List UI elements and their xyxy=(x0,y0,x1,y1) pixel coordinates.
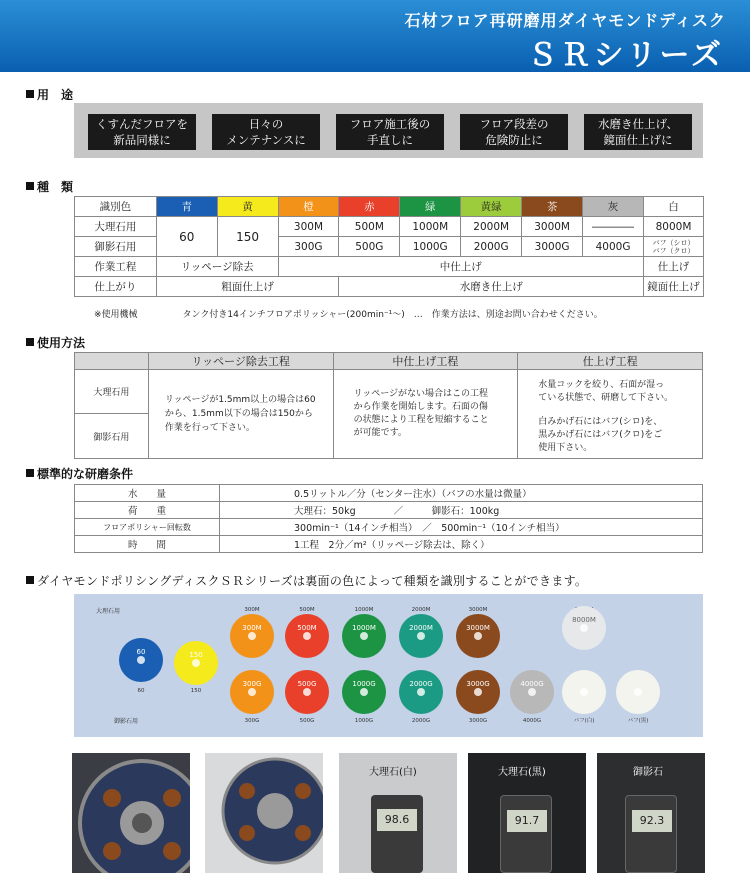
section-kinds-heading: 種 類 xyxy=(26,178,73,195)
condition-key: 荷 重 xyxy=(75,502,220,519)
condition-key: フロアポリシャー回転数 xyxy=(75,519,220,536)
use-item: フロア施工後の 手直しに xyxy=(336,114,444,150)
kinds-granite-label: 御影石用 xyxy=(75,237,157,257)
usage-header-2: 中仕上げ工程 xyxy=(333,353,518,370)
disk-label: 60 xyxy=(137,688,145,694)
disk-label: 1000M xyxy=(354,607,374,613)
disk-marble xyxy=(230,614,274,658)
usage-table xyxy=(74,352,703,459)
condition-value: 1工程 2分／m²（リッページ除去は、除く） xyxy=(220,536,703,553)
section-usage-heading: 使用方法 xyxy=(26,334,85,351)
disk-label: 500M xyxy=(299,607,315,613)
grit-cell: 300M xyxy=(278,217,339,237)
disk-color-chart xyxy=(74,594,703,737)
use-item: 日々の メンテナンスに xyxy=(212,114,320,150)
header-banner xyxy=(0,0,750,72)
kinds-finish-label: 仕上がり xyxy=(75,277,157,297)
disk-granite xyxy=(456,670,500,714)
kinds-marble-label: 大理石用 xyxy=(75,217,157,237)
disk-label: バフ(白) xyxy=(573,718,595,724)
kinds-process-label: 作業工程 xyxy=(75,257,157,277)
grit-cell: 8000M xyxy=(644,217,704,237)
meter-reading: 98.6 xyxy=(377,809,417,831)
svg-text:60: 60 xyxy=(136,648,146,656)
svg-text:4000G: 4000G xyxy=(520,680,544,688)
disk-label: 500G xyxy=(299,718,315,724)
grit-cell: 1000G xyxy=(400,237,461,257)
grit-cell: 300G xyxy=(278,237,339,257)
grit-cell: 4000G xyxy=(583,237,644,257)
svg-text:300M: 300M xyxy=(242,624,262,632)
svg-text:2000G: 2000G xyxy=(409,680,433,688)
svg-text:500M: 500M xyxy=(297,624,317,632)
disk-label: 150 xyxy=(190,688,202,694)
grit-60: 60 xyxy=(156,217,217,257)
color-cell: 黄緑 xyxy=(461,197,522,217)
svg-text:150: 150 xyxy=(189,651,203,659)
use-box xyxy=(74,103,703,158)
disk-marble xyxy=(342,614,386,658)
section-use-heading: 用 途 xyxy=(26,86,73,103)
photo-caption: 御影石 xyxy=(633,767,663,778)
usage-text-2: リッページがない場合はこの工程 から作業を開始します。石面の傷 の状態により工程を短縮すること が可能です。 xyxy=(333,370,518,459)
usage-header-1: リッページ除去工程 xyxy=(148,353,333,370)
disk-label: 3000G xyxy=(468,718,488,724)
disk-label: 4000G xyxy=(522,718,542,724)
svg-text:1000G: 1000G xyxy=(352,680,376,688)
svg-text:2000M: 2000M xyxy=(409,624,433,632)
disk-8000M xyxy=(562,606,606,650)
disk-granite xyxy=(230,670,274,714)
kinds-table xyxy=(74,196,704,297)
color-cell: 白 xyxy=(644,197,704,217)
grit-cell: 500M xyxy=(339,217,400,237)
grit-150: 150 xyxy=(217,217,278,257)
disk-marble xyxy=(456,614,500,658)
disk-label: バフ(黒) xyxy=(627,718,649,724)
use-item: 水磨き仕上げ、 鏡面仕上げに xyxy=(584,114,692,150)
kinds-header-color: 識別色 xyxy=(75,197,157,217)
condition-key: 水 量 xyxy=(75,485,220,502)
process-3: 仕上げ xyxy=(644,257,704,277)
photo-caption: 大理石(黒) xyxy=(498,767,546,778)
disk-granite xyxy=(399,670,443,714)
grit-cell: 2000M xyxy=(461,217,522,237)
machine-note: ※使用機械 タンク付き14インチフロアポリッシャー(200min⁻¹～) … 作業方法は、別途お問い合わせください。 xyxy=(94,310,603,320)
usage-header-3: 仕上げ工程 xyxy=(518,353,703,370)
svg-text:300G: 300G xyxy=(242,680,262,688)
grit-cell: 500G xyxy=(339,237,400,257)
condition-value: 大理石：50kg ／ 御影石：100kg xyxy=(220,502,703,519)
usage-marble-label: 大理石用 xyxy=(75,370,149,414)
usage-text-3a: 水量コックを絞り、石面が湿っ ている状態で、研磨して下さい。 xyxy=(518,370,703,414)
usage-text-1: リッページが1.5mm以上の場合は60 から、1.5mm以下の場合は150から 作業を行って下さい。 xyxy=(148,370,333,459)
disk-label: 2000G xyxy=(411,718,431,724)
buff-cell: バフ（シロ） バフ（クロ） xyxy=(644,237,704,257)
disk-4000G xyxy=(510,670,554,714)
disk-illustrations xyxy=(74,594,703,737)
disk-150 xyxy=(174,641,218,685)
condition-value: 300min⁻¹（14インチ相当） ／ 500min⁻¹（10インチ相当） xyxy=(220,519,703,536)
color-cell: 青 xyxy=(156,197,217,217)
meter-reading: 92.3 xyxy=(632,810,672,832)
photo-disk-2 xyxy=(205,753,323,873)
disk-label: 2000M xyxy=(411,607,431,613)
photo-caption: 大理石(白) xyxy=(369,767,417,778)
condition-key: 時 間 xyxy=(75,536,220,553)
finish-1: 粗面仕上げ xyxy=(156,277,339,297)
disk-buff-white xyxy=(562,670,606,714)
finish-3: 鏡面仕上げ xyxy=(644,277,704,297)
disk-label: 300G xyxy=(244,718,260,724)
disk-marble xyxy=(285,614,329,658)
marble-label: 大理石用 xyxy=(96,608,121,615)
conditions-table xyxy=(74,484,703,553)
svg-text:3000M: 3000M xyxy=(466,624,490,632)
svg-text:3000G: 3000G xyxy=(466,680,490,688)
finish-2: 水磨き仕上げ xyxy=(339,277,644,297)
granite-label: 御影石用 xyxy=(114,718,139,725)
process-2: 中仕上げ xyxy=(278,257,643,277)
color-cell: 茶 xyxy=(522,197,583,217)
svg-text:1000M: 1000M xyxy=(352,624,376,632)
disk-marble xyxy=(399,614,443,658)
color-cell: 緑 xyxy=(400,197,461,217)
grit-cell: 3000G xyxy=(522,237,583,257)
grit-cell: 2000G xyxy=(461,237,522,257)
disk-60 xyxy=(119,638,163,682)
photo-disk-1 xyxy=(72,753,190,873)
usage-granite-label: 御影石用 xyxy=(75,414,149,459)
use-item: フロア段差の 危険防止に xyxy=(460,114,568,150)
section-conditions-heading: 標準的な研磨条件 xyxy=(26,465,133,482)
section-identify-heading: ダイヤモンドポリシングディスクＳＲシリーズは裏面の色によって種類を識別することができます。 xyxy=(26,572,587,589)
svg-text:500G: 500G xyxy=(297,680,317,688)
disk-buff-black xyxy=(616,670,660,714)
usage-text-3b: 白みかげ石にはバフ(シロ)を、 黒みかげ石にはバフ(クロ)をご 使用下さい。 xyxy=(518,414,703,459)
header-subtitle: 石材フロア再研磨用ダイヤモンドディスク xyxy=(404,11,726,30)
disk-label: 1000G xyxy=(354,718,374,724)
meter-reading: 91.7 xyxy=(507,810,547,832)
grit-cell: 3000M xyxy=(522,217,583,237)
photo-marble-white xyxy=(339,753,457,873)
disk-granite xyxy=(285,670,329,714)
color-cell: 灰 xyxy=(583,197,644,217)
photo-marble-black xyxy=(468,753,586,873)
svg-text:8000M: 8000M xyxy=(572,616,596,624)
color-cell: 黄 xyxy=(217,197,278,217)
disk-label: 3000M xyxy=(468,607,488,613)
photo-granite xyxy=(597,753,705,873)
grit-cell: ―――― xyxy=(583,217,644,237)
condition-value: 0.5リットル／分（センター注水）（バフの水量は微量） xyxy=(220,485,703,502)
grit-cell: 1000M xyxy=(400,217,461,237)
use-item: くすんだフロアを 新品同様に xyxy=(88,114,196,150)
disk-granite xyxy=(342,670,386,714)
color-cell: 赤 xyxy=(339,197,400,217)
color-cell: 橙 xyxy=(278,197,339,217)
header-title: ＳＲシリーズ xyxy=(527,38,724,73)
disk-label: 300M xyxy=(244,607,260,613)
process-1: リッページ除去 xyxy=(156,257,278,277)
